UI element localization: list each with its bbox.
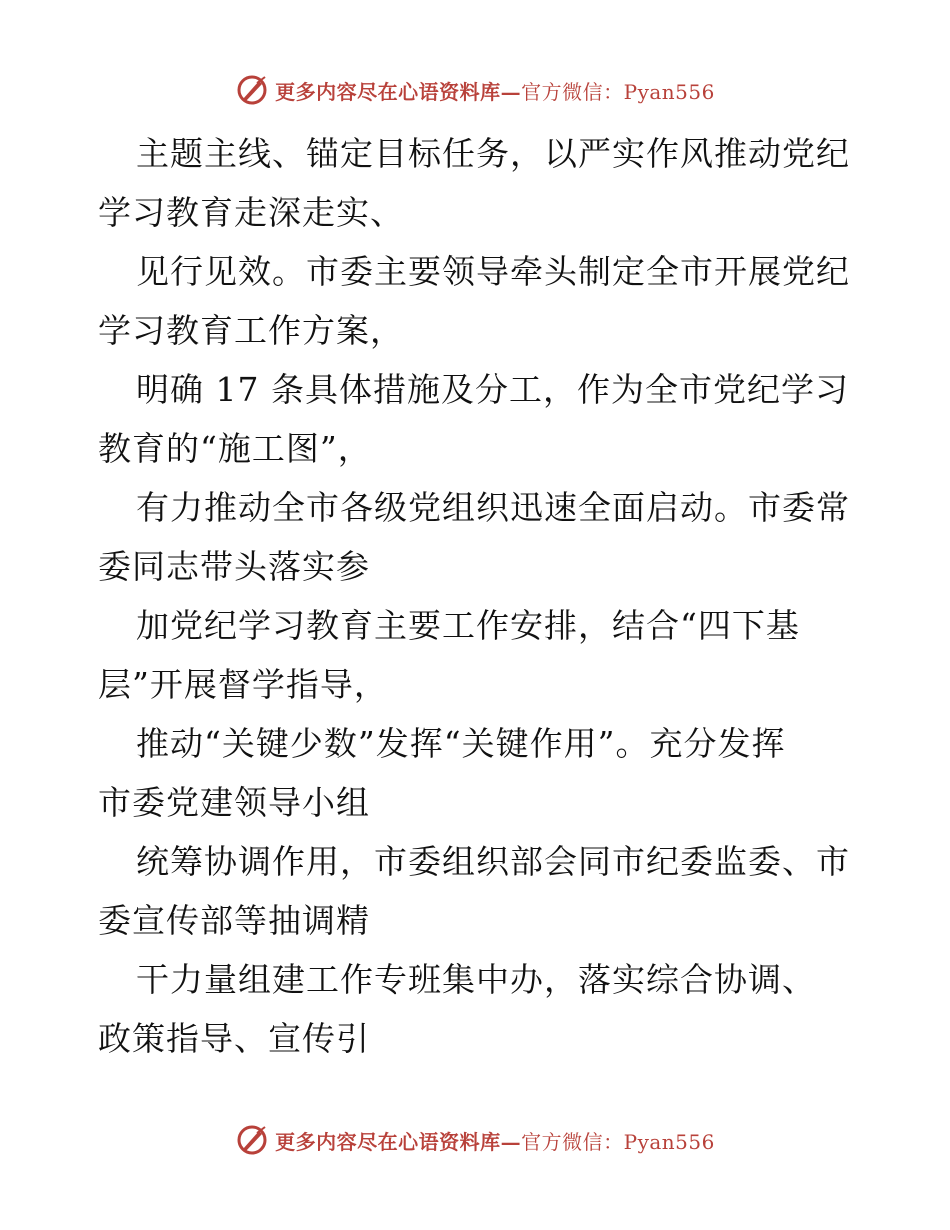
paragraph-line: 见行见效。市委主要领导牵头制定全市开展党纪: [136, 252, 850, 291]
paragraph-line: 明确 17 条具体措施及分工，作为全市党纪学习: [136, 370, 849, 409]
watermark-wechat: 官方微信：Pyan556: [521, 1129, 715, 1154]
paragraph-line: 教育的“施工图”，: [98, 429, 372, 468]
paragraph-line: 加党纪学习教育主要工作安排，结合“四下基: [136, 606, 800, 645]
paragraph-line: 学习教育工作方案，: [98, 311, 404, 350]
document-body: [98, 124, 858, 1068]
paragraph-line: 市委党建领导小组: [98, 783, 370, 822]
header-watermark: [0, 70, 950, 110]
footer-watermark: [0, 1120, 950, 1160]
paragraph-line: 委同志带头落实参: [98, 547, 370, 586]
paragraph-line: 学习教育走深走实、: [98, 193, 404, 232]
paragraph-line: 干力量组建工作专班集中办，落实综合协调、: [136, 960, 816, 999]
paragraph-line: 推动“关键少数”发挥“关键作用”。充分发挥: [136, 724, 786, 763]
watermark-text: 更多内容尽在心语资料库—: [275, 79, 522, 104]
paragraph-line: 主题主线、锚定目标任务，以严实作风推动党纪: [136, 134, 850, 173]
watermark-text: 更多内容尽在心语资料库—: [275, 1129, 522, 1154]
paragraph-line: 政策指导、宣传引: [98, 1019, 370, 1058]
paragraph-line: 有力推动全市各级党组织迅速全面启动。市委常: [136, 488, 850, 527]
paragraph-line: 统筹协调作用，市委组织部会同市纪委监委、市: [136, 842, 850, 881]
paragraph-line: 委宣传部等抽调精: [98, 901, 370, 940]
paragraph-line: 层”开展督学指导，: [98, 665, 388, 704]
quill-pen-logo-icon: [235, 1123, 269, 1157]
watermark-wechat: 官方微信：Pyan556: [521, 79, 715, 104]
quill-pen-logo-icon: [235, 73, 269, 107]
